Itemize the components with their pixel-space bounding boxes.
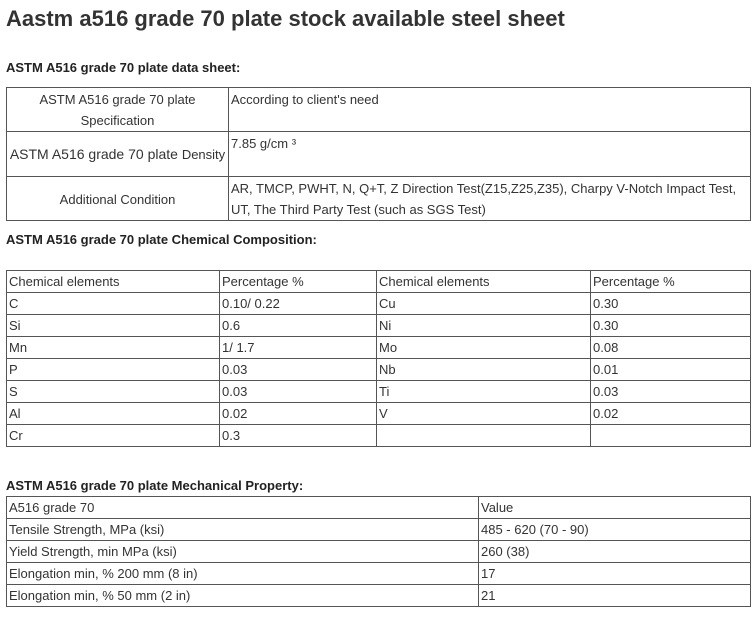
- table-cell: Cu: [377, 293, 591, 315]
- data-sheet-heading: ASTM A516 grade 70 plate data sheet:: [6, 60, 241, 75]
- table-row: [7, 403, 751, 425]
- table-cell: 0.30: [591, 315, 751, 337]
- chemical-table: [6, 270, 751, 447]
- table-cell: 0.01: [591, 359, 751, 381]
- header-cell: A516 grade 70: [7, 497, 479, 519]
- table-cell: 1/ 1.7: [220, 337, 377, 359]
- table-cell: 0.6: [220, 315, 377, 337]
- table-header-row: [7, 271, 751, 293]
- mechanical-table: [6, 496, 751, 607]
- header-cell: Percentage %: [220, 271, 377, 293]
- table-row: [7, 359, 751, 381]
- table-cell: 0.30: [591, 293, 751, 315]
- table-cell: Mo: [377, 337, 591, 359]
- header-cell: Value: [479, 497, 751, 519]
- spec-label: ASTM A516 grade 70 plate Specification: [7, 88, 229, 132]
- table-cell: Mn: [7, 337, 220, 359]
- table-cell: Nb: [377, 359, 591, 381]
- table-cell: 0.03: [220, 359, 377, 381]
- table-cell: Cr: [7, 425, 220, 447]
- additional-condition-label: Additional Condition: [7, 177, 229, 221]
- table-row: [7, 519, 751, 541]
- table-cell: 0.02: [220, 403, 377, 425]
- table-cell: 0.03: [591, 381, 751, 403]
- table-row: [7, 177, 751, 221]
- table-cell: S: [7, 381, 220, 403]
- table-cell: 260 (38): [479, 541, 751, 563]
- table-cell: Ti: [377, 381, 591, 403]
- table-row: [7, 132, 751, 177]
- table-cell: Elongation min, % 50 mm (2 in): [7, 585, 479, 607]
- table-cell: Al: [7, 403, 220, 425]
- table-cell: Ni: [377, 315, 591, 337]
- table-cell: 0.02: [591, 403, 751, 425]
- table-cell: P: [7, 359, 220, 381]
- table-cell: [591, 425, 751, 447]
- table-cell: 485 - 620 (70 - 90): [479, 519, 751, 541]
- density-value: 7.85 g/cm ³: [229, 132, 751, 177]
- table-cell: 17: [479, 563, 751, 585]
- table-row: [7, 381, 751, 403]
- table-cell: Tensile Strength, MPa (ksi): [7, 519, 479, 541]
- table-cell: 0.10/ 0.22: [220, 293, 377, 315]
- table-cell: 0.08: [591, 337, 751, 359]
- table-cell: Yield Strength, min MPa (ksi): [7, 541, 479, 563]
- density-label-main: ASTM A516 grade 70 plate: [9, 146, 178, 162]
- density-label: [7, 132, 229, 177]
- mechanical-heading: ASTM A516 grade 70 plate Mechanical Property:: [6, 478, 304, 493]
- table-cell: [377, 425, 591, 447]
- header-cell: Chemical elements: [7, 271, 220, 293]
- table-cell: 21: [479, 585, 751, 607]
- table-row: [7, 563, 751, 585]
- table-cell: Elongation min, % 200 mm (8 in): [7, 563, 479, 585]
- chemical-heading: ASTM A516 grade 70 plate Chemical Composition:: [6, 232, 317, 247]
- table-cell: Si: [7, 315, 220, 337]
- table-cell: 0.03: [220, 381, 377, 403]
- table-row: [7, 541, 751, 563]
- header-cell: Percentage %: [591, 271, 751, 293]
- additional-condition-value: AR, TMCP, PWHT, N, Q+T, Z Direction Test(Z15,Z25,Z35), Charpy V-Notch Impact Test, UT, The Third Party Test (such as SGS Test): [229, 177, 751, 221]
- table-cell: V: [377, 403, 591, 425]
- spec-value: According to client's need: [229, 88, 751, 132]
- table-row: [7, 585, 751, 607]
- table-row: [7, 337, 751, 359]
- table-row: [7, 315, 751, 337]
- table-cell: 0.3: [220, 425, 377, 447]
- table-row: [7, 88, 751, 132]
- table-row: [7, 293, 751, 315]
- density-label-suffix: Density: [181, 147, 226, 162]
- table-header-row: [7, 497, 751, 519]
- page-title: Aastm a516 grade 70 plate stock available steel sheet: [6, 6, 565, 31]
- table-row: [7, 425, 751, 447]
- data-sheet-table: [6, 87, 751, 221]
- header-cell: Chemical elements: [377, 271, 591, 293]
- table-cell: C: [7, 293, 220, 315]
